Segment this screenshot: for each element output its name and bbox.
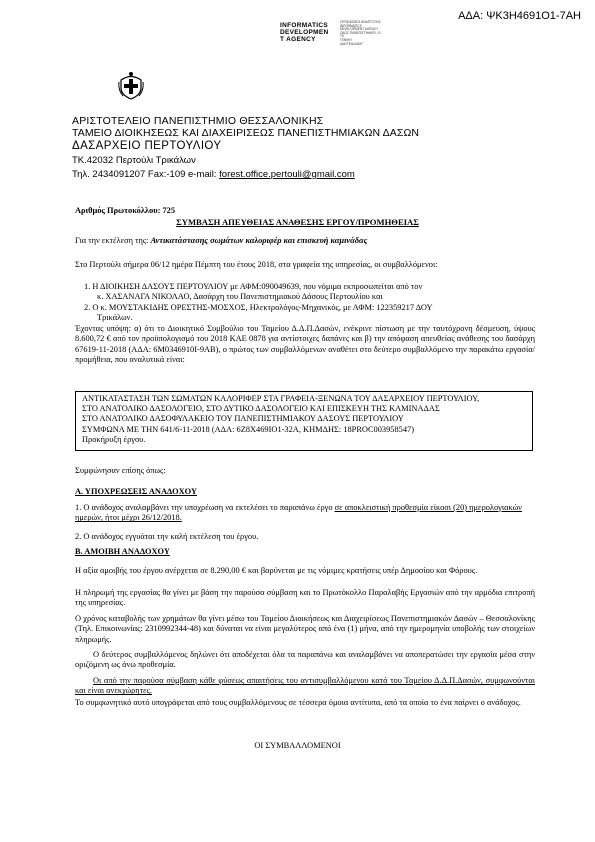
contract-title: ΣΥΜΒΑΣΗ ΑΠΕΥΘΕΙΑΣ ΑΝΑΘΕΣΗΣ ΕΡΓΟΥ/ΠΡΟΜΗΘΕΙΑΣ xyxy=(176,217,419,227)
header-forest-office: ΔΑΣΑΡΧΕΙΟ ΠΕΡΤΟΥΛΙΟΥ xyxy=(72,140,222,152)
header-university: ΑΡΙΣΤΟΤΕΛΕΙΟ ΠΑΝΕΠΙΣΤΗΜΙΟ ΘΕΣΣΑΛΟΝΙΚΗΣ xyxy=(72,115,324,127)
logo-line: T AGENCY xyxy=(280,36,316,43)
contact-phone: Τηλ. 2434091207 Fax:-109 e-mail: xyxy=(72,169,220,180)
section-b-heading: Β. ΑΜΟΙΒΗ ΑΝΑΔΟΧΟΥ xyxy=(75,547,170,556)
signatories: ΟΙ ΣΥΜΒΑΛΛΟΜΕΝΟΙ xyxy=(254,741,341,750)
protocol-number: Αριθμός Πρωτοκόλλου: 725 xyxy=(75,206,176,215)
for-work: Αντικατάστασης σωμάτων καλοριφέρ και επισκευή καμινάδας xyxy=(150,236,368,245)
logo-small-line: ΓΕΝΙΚΗ xyxy=(340,37,352,42)
header-address: ΤΚ.42032 Περτούλι Τρικάλων xyxy=(72,155,196,166)
work-description-box xyxy=(75,391,533,451)
party-1-representative: κ. ΧΑΣΑΝΑΓΑ ΝΙΚΟΛΑΟ, Δασάρχη του Πανεπιστημιακού Δάσους Περτουλίου και xyxy=(97,292,383,302)
logo-small-line: DEVELOPMENT AGENCY xyxy=(340,27,379,32)
section-a-heading: Α. ΥΠΟΧΡΕΩΣΕΙΣ ΑΝΑΔΟΧΟΥ xyxy=(75,487,197,496)
agreed-text: Συμφώνησαν επίσης όπως: xyxy=(75,466,166,475)
email-link[interactable]: forest.office.pertouli@gmail.com xyxy=(219,169,355,180)
for-prefix: Για την εκτέλεση της: xyxy=(75,236,151,245)
payment-time-paragraph: Ο χρόνος καταβολής των χρημάτων θα γίνει μέσω του Ταμείου Διοικήσεως και Διαχειρίσεως Πανεπιστημιακών Δασών – Θεσσαλονίκης (Τηλ. Επικοινωνίας: 2310992344-48) και δύναται να είναι μεγαλύτερος από ένα (1) μήνα, από την ημερομηνία υποβολής των στοιχείων πληρωμής. xyxy=(75,614,535,644)
non-transferable-paragraph: Οι από την παρούσα σύμβαση κάθε φύσεως απαιτήσεις του αντισυμβαλλόμενου κατά του Ταμείου Δ.Δ.Π.Δασών, συμφωνούνται και είναι ανεκχώρητες. xyxy=(75,676,535,696)
section-a-item-2: 2. Ο ανάδοχος εγγυάται την καλή εκτέλεση του έργου. xyxy=(75,532,259,541)
payment-paragraph: Η πληρωμή της εργασίας θα γίνει με βάση την παρούσα σύμβαση και το Πρωτόκολλο Παραλαβής Εργασιών από την αρμόδια επιτροπή της υπηρεσίας. xyxy=(75,588,535,608)
a1-text: 1. Ο ανάδοχος αναλαμβάνει την υποχρέωση να εκτελέσει το παραπάνω έργο xyxy=(75,503,335,512)
logo-small-line: ΔΙΑΥΓΕΙΑ ΔΙΑΥΓ xyxy=(340,41,364,46)
intro-paragraph: Στο Περτούλι σήμερα 06/12 ημέρα Πέμπτη του έτους 2018, στα γραφεία της υπηρεσίας, οι συμβαλλόμενοι: xyxy=(75,260,438,269)
diavgeia-logo xyxy=(280,22,329,43)
acceptance-paragraph: Ο δεύτερος συμβαλλόμενος δηλώνει ότι αποδέχεται όλα τα παραπάνω και αναλαμβάνει να αποπερατώσει την εργασία μέσα στην οριζόμενη ως άνω προθεσμία. xyxy=(75,650,535,670)
box-line: ΣΥΜΦΩΝΑ ΜΕ ΤΗΝ 641/6-11-2018 (ΑΔΑ: 6Ζ8Χ469ΙΟ1-32Α, ΚΗΜΔΗΣ: 18PROC003958547) xyxy=(82,424,415,434)
greek-emblem-icon xyxy=(118,70,144,100)
box-line: ΑΝΤΙΚΑΤΑΣΤΑΣΗ ΤΩΝ ΣΩΜΑΤΩΝ ΚΑΛΟΡΙΦΕΡ ΣΤΑ ΓΡΑΦΕΙΑ-ΞΕΝΩΝΑ ΤΟΥ ΔΑΣΑΡΧΕΙΟΥ ΠΕΡΤΟΥΛΙΟΥ, xyxy=(82,394,480,403)
box-line: ΣΤΟ ΑΝΑΤΟΛΙΚΟ ΔΑΣΟΛΟΓΕΙΟ, ΣΤΟ ΔΥΤΙΚΟ ΔΑΣΟΛΟΓΕΙΟ ΚΑΙ ΕΠΙΣΚΕΥΗ ΤΗΣ ΚΑΜΙΝΑΔΑΣ xyxy=(82,404,440,414)
parties-list xyxy=(75,282,535,324)
logo-line: INFORMATICS xyxy=(280,22,328,29)
header-fund: ΤΑΜΕΙΟ ΔΙΟΙΚΗΣΕΩΣ ΚΑΙ ΔΙΑΧΕΙΡΙΣΕΩΣ ΠΑΝΕΠΙΣΤΗΜΙΑΚΩΝ ΔΑΣΩΝ xyxy=(72,127,420,139)
box-line: ΣΤΟ ΑΝΑΤΟΛΙΚΟ ΔΑΣΟΦΥΛΑΚΕΙΟ ΤΟΥ ΠΑΝΕΠΙΣΤΗΜΙΑΚΟΥ ΔΑΣΟΥΣ ΠΕΡΤΟΥΛΙΟΥ xyxy=(82,414,404,424)
logo-small-line: ΟΡΓΑΝΙΣΜΟΣ ΑΝΑΠΤΥΞΗΣ xyxy=(340,20,381,24)
box-line: Προκήρυξη έργου. xyxy=(82,434,146,444)
logo-small-line: ΤΚ xyxy=(340,34,345,39)
party-2: 2. Ο κ. ΜΟΥΣΤΑΚΙΔΗΣ ΟΡΕΣΤΗΣ-ΜΟΣΧΟΣ, Ηλεκτρολόγος-Μηχανικός, με ΑΦΜ: 122359217 ΔΟΥ xyxy=(84,302,433,312)
for-execution xyxy=(75,236,367,246)
considering-paragraph: Έχοντας υπόψη: α) ότι το Διοικητικό Συμβούλιο του Ταμείου Δ.Δ.Π.Δασών, ενέκρινε πίστωση με την ταυτόχρονη δέσμευση, ύψους 8.600,72 € από τον προϋπολογισμό του 2018 ΚΑΕ 0878 για αντίστοιχες δαπάνες και β) την απόφαση απευθείας ανάθεσης του δασάρχη 67619-11-2018 (ΑΔΑ: 6Μ0346910Ι-9ΑΒ), ο πρώτος των συμβαλλόμενων αναθέτει στο δεύτερο συμβαλλόμενο την παρακάτω εργασία/ προμήθεια, που αναλυτικά είναι: xyxy=(75,324,535,365)
logo-small-line: ΟΔΟΣ ΠΑΝΕΠΙΣΤΗΜΙΟΥ 10 xyxy=(340,30,381,35)
header-contact xyxy=(72,169,355,180)
section-a-item-1 xyxy=(75,503,535,524)
logo-small-line: INFORMATICS xyxy=(340,23,362,28)
logo-small-text xyxy=(340,21,381,46)
a1-deadline: σε αποκλειστική προθεσμία είκοσι (20) ημερολογιακών ημερών, ήτοι μέχρι 26/12/2018. xyxy=(75,503,522,523)
ada-code: ΑΔΑ: ΨΚ3Η4691Ο1-7ΑΗ xyxy=(458,10,581,22)
copies-paragraph: Το συμφωνητικό αυτό υπογράφεται από τους συμβαλλόμενους σε τέσσερα όμοια αντίτυπα, από τα οποία το ένα παίρνει ο ανάδοχος. xyxy=(75,698,521,707)
logo-line: DEVELOPMEN xyxy=(280,29,329,36)
fee-paragraph: Η αξία αμοιβής του έργου ανέρχεται σε 8.290,00 € και βαρύνεται με τις νόμιμες κρατήσεις υπέρ Δημοσίου και Φόρους. xyxy=(75,566,478,575)
party-2-tax-office: Τρικάλων. xyxy=(97,313,133,323)
party-1: 1. Η ΔΙΟΙΚΗΣΗ ΔΑΣΟΥΣ ΠΕΡΤΟΥΛΙΟΥ με ΑΦΜ:090049639, που νόμιμα εκπροσωπείται από τον xyxy=(84,282,423,291)
